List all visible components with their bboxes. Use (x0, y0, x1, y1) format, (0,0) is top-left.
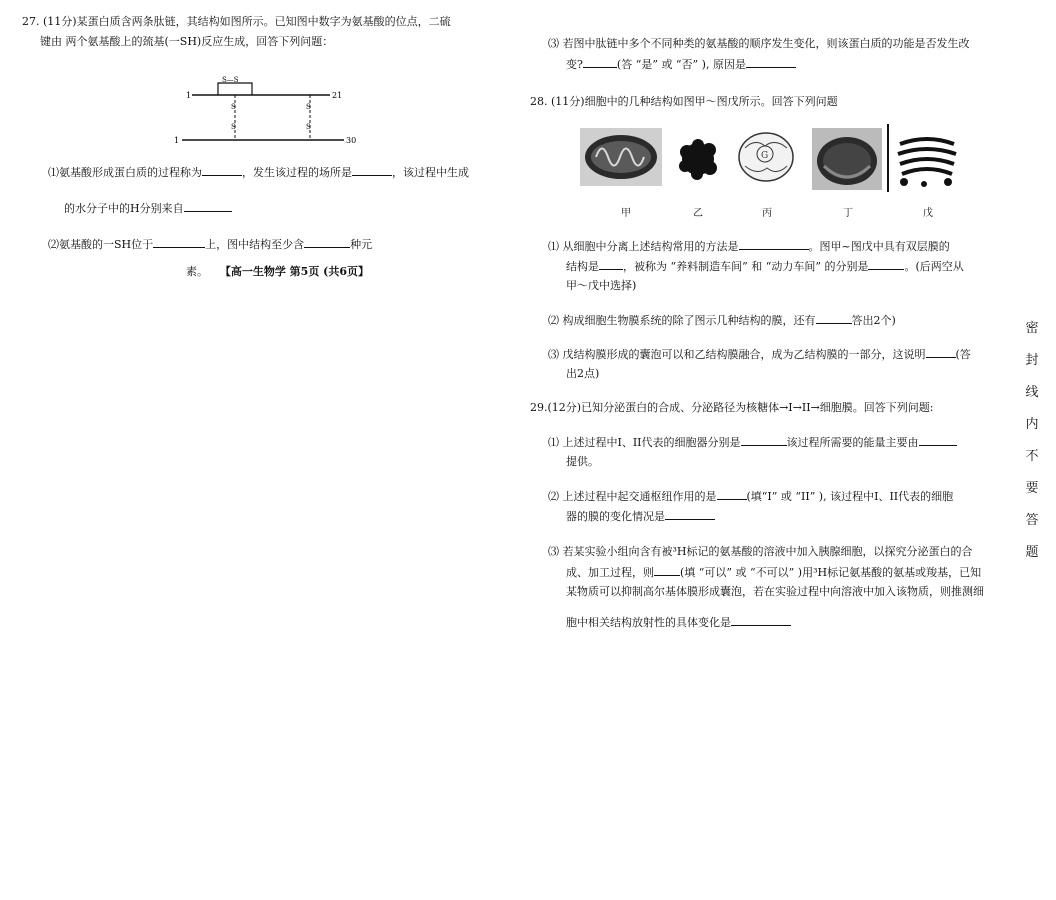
q28-p1-text-a: ⑴ 从细胞中分离上述结构常用的方法是 (548, 240, 739, 253)
image-divider (887, 124, 889, 192)
q27-3-text-a: 变? (566, 58, 583, 71)
top-chain-start-label: 1 (186, 91, 192, 100)
inter-bond-1-s-bottom: S (231, 123, 236, 131)
q27-part2-line2 (186, 264, 369, 280)
svg-text:G: G (761, 151, 769, 161)
q27-part1-line2 (64, 200, 232, 217)
answer-blank[interactable] (816, 312, 852, 324)
label-wu: 戊 (923, 208, 933, 219)
q29-part1-line1 (548, 434, 957, 451)
intra-chain-disulfide-bond (218, 83, 252, 95)
answer-blank[interactable] (583, 56, 617, 68)
answer-blank[interactable] (665, 508, 715, 520)
q29-p3-text-e: 胞中相关结构放射性的具体变化是 (566, 616, 731, 629)
q28-p3-text-a: ⑶ 戊结构膜形成的囊泡可以和乙结构膜融合，成为乙结构膜的一部分，这说明 (548, 348, 926, 361)
q28-p1-text-e: 。(后两空从 (904, 260, 964, 273)
q28-p1-text-c: 结构是 (566, 260, 599, 273)
q29-p2-text-a: ⑵ 上述过程中起交通枢纽作用的是 (548, 490, 717, 503)
organelle-image-centrosome (735, 128, 797, 186)
side-note-char: 不 (1025, 449, 1039, 464)
q29-p2-text-c: 器的膜的变化情况是 (566, 510, 665, 523)
side-note-char: 要 (1025, 481, 1039, 496)
inter-bond-1-s-top: S (231, 103, 236, 111)
q28-part2-line (548, 312, 896, 329)
answer-blank[interactable] (352, 164, 392, 176)
side-note-char: 线 (1025, 385, 1039, 400)
q28-part1-line3: 甲～戊中选择) (566, 279, 637, 292)
q29-p1-text-b: 该过程所需要的能量主要由 (786, 436, 919, 449)
answer-blank[interactable] (717, 488, 747, 500)
bottom-chain-start-label: 1 (174, 136, 180, 145)
organelle-image-mitochondrion (580, 128, 662, 186)
organelle-image-golgi (894, 132, 960, 190)
q27-p1-text-d: 的水分子中的H分别来自 (64, 202, 184, 215)
top-chain-end-label: 21 (332, 91, 343, 100)
label-ding: 丁 (843, 208, 853, 219)
q27-part3-line2 (566, 56, 796, 73)
q29-p3-text-b: 成、加工过程，则 (566, 566, 654, 579)
q28-part3-line1 (548, 346, 971, 363)
q28-p3-text-b: (答 (955, 348, 971, 361)
q29-part2-line2 (566, 508, 715, 525)
q29-stem: 29.(12分)已知分泌蛋白的合成、分泌路径为核糖体→I→II→细胞膜。回答下列问题: (530, 401, 934, 414)
q27-p2-text-d: 素。 (186, 265, 208, 278)
answer-blank[interactable] (739, 238, 809, 250)
answer-blank[interactable] (304, 236, 350, 248)
inter-bond-2-s-top: S (306, 103, 311, 111)
q27-p1-text-a: ⑴氨基酸形成蛋白质的过程称为 (48, 166, 202, 179)
q29-part3-line4 (566, 614, 791, 631)
label-yi: 乙 (693, 208, 703, 219)
side-note-char: 答 (1025, 513, 1039, 528)
answer-blank[interactable] (202, 164, 242, 176)
side-note-char: 封 (1025, 353, 1039, 368)
peptide-chain-diagram (172, 74, 372, 154)
q28-p2-text-b: 答出2个) (851, 314, 896, 327)
page-footer: 【高一生物学 第5页 (共6页】 (219, 265, 370, 278)
q27-part3-line1: ⑶ 若图中肽链中多个不同种类的氨基酸的顺序发生变化，则该蛋白质的功能是否发生改 (548, 37, 970, 50)
q29-part3-line2 (566, 564, 981, 581)
q28-part3-line2: 出2点) (566, 367, 600, 380)
intra-bond-label: S—S (222, 76, 239, 84)
bottom-chain-end-label: 30 (346, 136, 357, 145)
answer-blank[interactable] (868, 258, 904, 270)
q27-p2-text-c: 种元 (350, 238, 373, 251)
answer-blank[interactable] (926, 346, 956, 358)
q28-part1-line2 (566, 258, 964, 275)
q27-part2-line1 (48, 236, 372, 253)
q29-part3-line3: 某物质可以抑制高尔基体膜形成囊泡，若在实验过程中向溶液中加入该物质，则推测细 (566, 585, 984, 598)
q28-p2-text-a: ⑵ 构成细胞生物膜系统的除了图示几种结构的膜，还有 (548, 314, 816, 327)
side-note-char: 内 (1025, 417, 1039, 432)
q27-3-text-b: (答 “是” 或 “否” ), 原因是 (616, 58, 746, 71)
label-jia: 甲 (621, 208, 631, 219)
q27-stem-line2: 键由 两个氨基酸上的巯基(一SH)反应生成，回答下列问题： (40, 35, 334, 48)
answer-blank[interactable] (741, 434, 787, 446)
q29-part1-line2: 提供。 (566, 455, 599, 468)
q27-p2-text-b: 上，图中结构至少含 (205, 238, 305, 251)
q29-p1-text-a: ⑴ 上述过程中I、II代表的细胞器分别是 (548, 436, 741, 449)
answer-blank[interactable] (731, 614, 791, 626)
label-bing: 丙 (762, 208, 772, 219)
q27-part1-line1 (48, 164, 469, 181)
q29-part2-line1 (548, 488, 953, 505)
q28-p1-text-d: ，被称为 “养料制造车间” 和 “动力车间” 的分别是 (623, 260, 869, 273)
q27-p1-text-b: ，发生该过程的场所是 (242, 166, 352, 179)
organelle-image-chloroplast (812, 128, 882, 190)
q27-stem-line1: 27. (11分)某蛋白质含两条肽链，其结构如图所示。已知图中数字为氨基酸的位点，二硫 (22, 15, 451, 28)
sealing-line-note (1022, 320, 1042, 576)
q29-p2-text-b: (填“I” 或 “II” ), 该过程中I、II代表的细胞 (746, 490, 954, 503)
answer-blank[interactable] (153, 236, 205, 248)
answer-blank[interactable] (746, 56, 796, 68)
q28-p1-text-b: 。图甲~图戊中具有双层膜的 (808, 240, 950, 253)
answer-blank[interactable] (654, 564, 680, 576)
inter-bond-2-s-bottom: S (306, 123, 311, 131)
side-note-char: 题 (1025, 545, 1039, 560)
q28-stem: 28. (11分)细胞中的几种结构如图甲～图戊所示。回答下列问题 (530, 95, 838, 108)
q29-p3-text-c: (填 “可以” 或 “不可以” )用³H标记氨基酸的氨基或羧基，已知 (680, 566, 982, 579)
q27-p2-text-a: ⑵氨基酸的一SH位于 (48, 238, 154, 251)
q27-p1-text-c: ，该过程中生成 (392, 166, 469, 179)
answer-blank[interactable] (919, 434, 957, 446)
answer-blank[interactable] (184, 200, 232, 212)
answer-blank[interactable] (599, 258, 623, 270)
side-note-char: 密 (1025, 321, 1039, 336)
q28-part1-line1 (548, 238, 950, 255)
q29-part3-line1: ⑶ 若某实验小组向含有被³H标记的氨基酸的溶液中加入胰腺细胞，以探究分泌蛋白的合 (548, 545, 973, 558)
organelle-image-ribosome (675, 136, 721, 182)
